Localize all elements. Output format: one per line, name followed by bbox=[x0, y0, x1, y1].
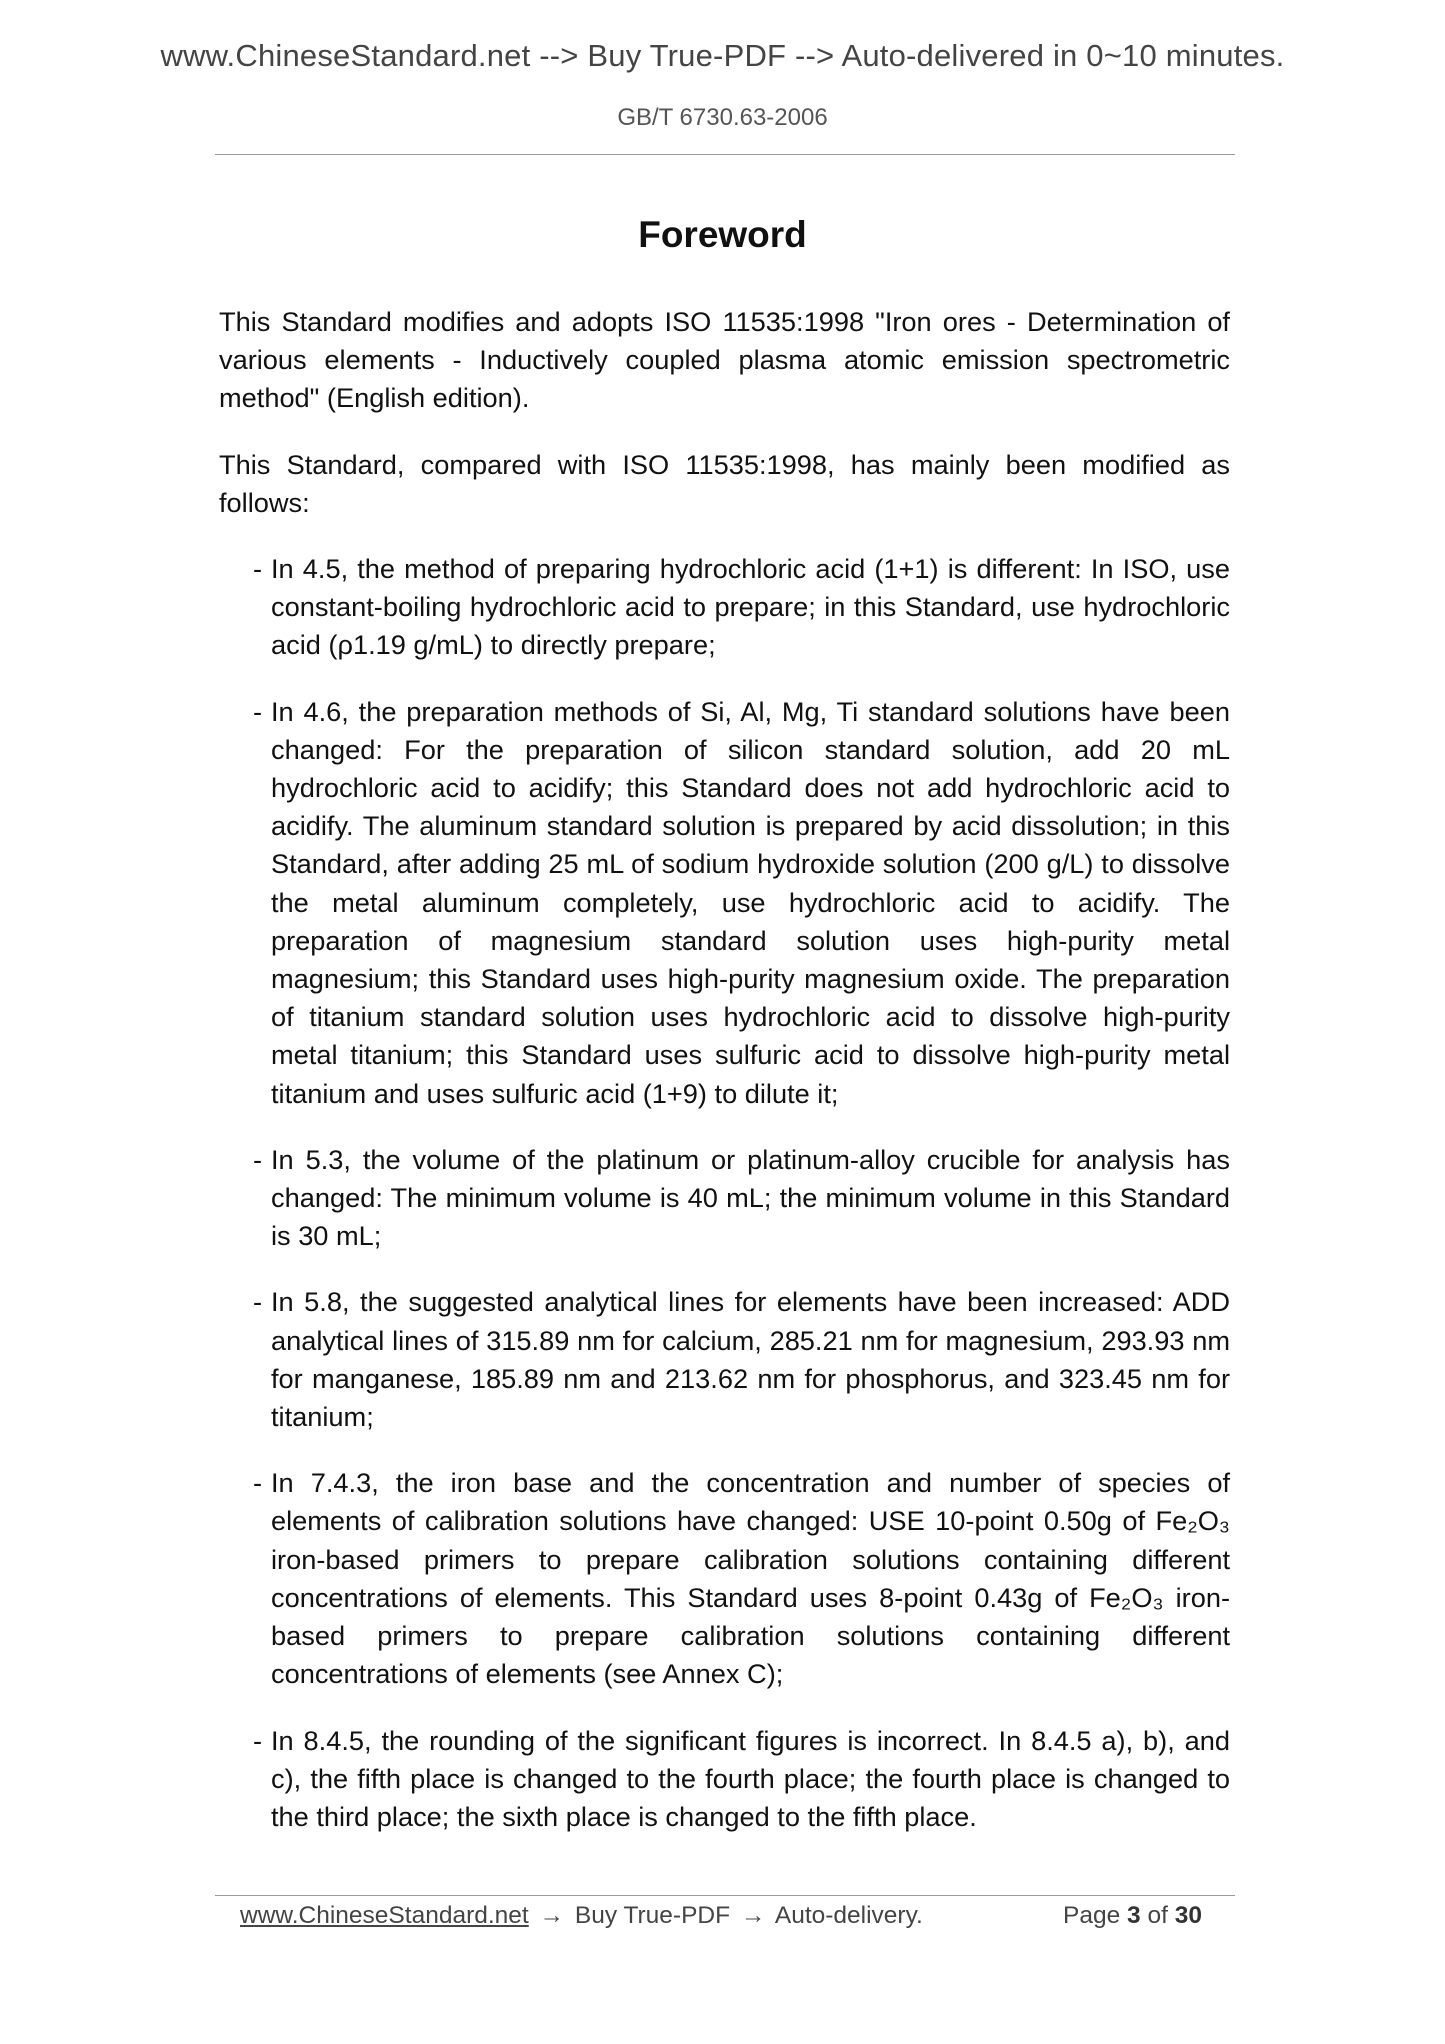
arrow-right-icon: → bbox=[539, 1902, 565, 1929]
list-bullet: - bbox=[253, 1724, 263, 1756]
page-indicator bbox=[1063, 1902, 1202, 1930]
list-item-text: In 4.6, the preparation methods of Si, Al, Mg, Ti standard solutions have been changed: For the preparation of silicon standard solution, add 20 mL hydrochloric acid to acidify; this Standard does not add hydrochloric acid to acidify. The aluminum standard solution is prepared by acid dissolution; in this Standard, after adding 25 mL of sodium hydroxide solution (200 g/L) to dissolve the metal aluminum completely, use hydrochloric acid to acidify. The preparation of magnesium standard solution uses high-purity metal magnesium; this Standard uses high-purity magnesium oxide. The preparation of titanium standard solution uses hydrochloric acid to dissolve high-purity metal titanium; this Standard uses sulfuric acid to dissolve high-purity metal titanium and uses sulfuric acid (1+9) to dilute it; bbox=[271, 695, 1230, 1109]
of-label: of bbox=[1147, 1902, 1168, 1929]
current-page-number: 3 bbox=[1127, 1902, 1141, 1929]
footer-site-link[interactable]: www.ChineseStandard.net bbox=[240, 1902, 529, 1929]
modifications-lead-paragraph: This Standard, compared with ISO 11535:1998, has mainly been modified as follows: bbox=[219, 448, 1230, 518]
document-body bbox=[219, 303, 1230, 1864]
footer-buy-text: Buy True-PDF bbox=[574, 1902, 731, 1929]
intro-paragraph: This Standard modifies and adopts ISO 11535:1998 "Iron ores - Determination of various elements - Inductively coupled plasma atomic emission spectrometric method" (English edition). bbox=[219, 306, 1230, 414]
list-item-text: In 7.4.3, the iron base and the concentration and number of species of elements of calibration solutions have changed: USE 10-point 0.50g of Fe₂O₃ iron-based primers to prepare calibration solutions containing different concentrations of elements. This Standard uses 8-point 0.43g of Fe₂O₃ iron-based primers to prepare calibration solutions containing different concentrations of elements (see Annex C); bbox=[271, 1467, 1230, 1690]
page-title: Foreword bbox=[638, 214, 807, 255]
list-item bbox=[219, 1464, 1230, 1693]
site-banner: www.ChineseStandard.net --> Buy True-PDF --> Auto-delivered in 0~10 minutes. bbox=[160, 38, 1285, 73]
list-item-text: In 5.3, the volume of the platinum or platinum-alloy crucible for analysis has changed: The minimum volume is 40 mL; the minimum volume in this Standard is 30 mL; bbox=[271, 1143, 1230, 1252]
footer-delivery-text: Auto-delivery. bbox=[774, 1902, 923, 1929]
standard-code: GB/T 6730.63-2006 bbox=[617, 104, 828, 131]
footer-promo bbox=[240, 1902, 923, 1930]
list-item-text: In 8.4.5, the rounding of the significant figures is incorrect. In 8.4.5 a), b), and c), the fifth place is changed to the fourth place; the fourth place is changed to the third place; the sixth place is changed to the fifth place. bbox=[271, 1724, 1230, 1832]
list-bullet: - bbox=[253, 695, 263, 727]
list-bullet: - bbox=[253, 1467, 263, 1499]
arrow-right-icon: → bbox=[740, 1902, 766, 1929]
header-divider bbox=[215, 154, 1235, 155]
total-pages-number: 30 bbox=[1174, 1902, 1202, 1929]
list-item bbox=[219, 550, 1230, 665]
list-bullet: - bbox=[253, 1286, 263, 1318]
footer-divider bbox=[215, 1895, 1235, 1896]
list-item bbox=[219, 1722, 1230, 1837]
list-item-text: In 5.8, the suggested analytical lines for elements have been increased: ADD analytical lines of 315.89 nm for calcium, 285.21 nm for magnesium, 293.93 nm for manganese, 185.89 nm and 213.62 nm for phosphorus, and 323.45 nm for titanium; bbox=[271, 1286, 1230, 1433]
list-bullet: - bbox=[253, 553, 263, 585]
modification-list bbox=[219, 550, 1230, 1836]
list-bullet: - bbox=[253, 1143, 263, 1175]
page-footer bbox=[240, 1902, 1220, 1942]
list-item-text: In 4.5, the method of preparing hydrochloric acid (1+1) is different: In ISO, use constant-boiling hydrochloric acid to prepare; in this Standard, use hydrochloric acid (ρ1.19 g/mL) to directly prepare; bbox=[271, 553, 1230, 661]
list-item bbox=[219, 1141, 1230, 1256]
list-item bbox=[219, 693, 1230, 1113]
page-label: Page bbox=[1063, 1902, 1121, 1929]
list-item bbox=[219, 1283, 1230, 1436]
